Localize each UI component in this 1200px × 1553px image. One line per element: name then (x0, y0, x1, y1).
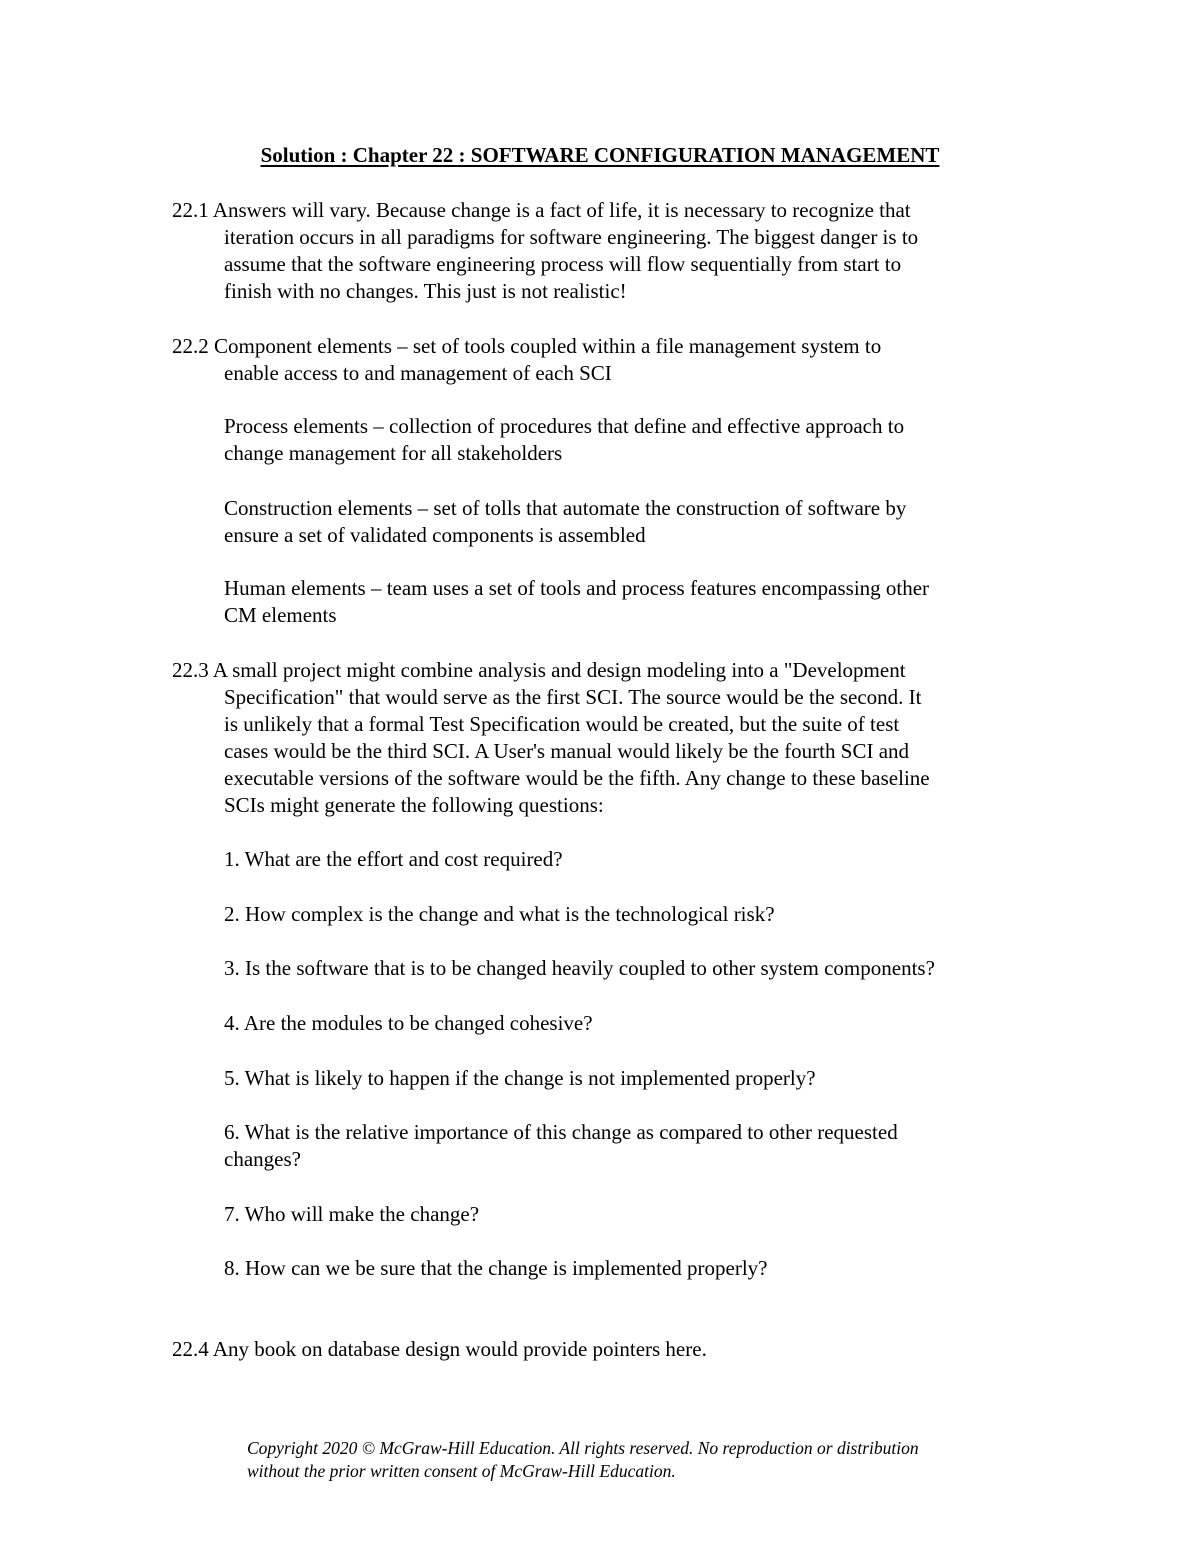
section-22-1 (172, 197, 911, 224)
section-22-1-continuation (224, 224, 918, 305)
question-6: 6. What is the relative importance of this change as compared to other requested changes? (224, 1120, 898, 1171)
question-4: 4. Are the modules to be changed cohesive? (224, 1011, 593, 1035)
section-22-2 (172, 333, 881, 360)
human-elements: Human elements – team uses a set of tools and process features encompassing other CM elements (224, 576, 930, 627)
section-22-3-continuation: Specification" that would serve as the first SCI. The source would be the second. It is unlikely that a formal Test Specification would be created, but the suite of test cases would be the third SCI. A User's manual would likely be the fourth SCI and executable versions of the software would be the fifth. Any change to these baseline SCIs might generate the following questions: (224, 685, 930, 817)
section-22-3-line-1: 22.3 A small project might combine analysis and design modeling into a "Development (172, 658, 906, 682)
page-title: Solution : Chapter 22 : SOFTWARE CONFIGURATION MANAGEMENT (260, 143, 940, 167)
section-number: 22.1 (172, 198, 209, 222)
section-22-2-line-1: 22.2 Component elements – set of tools coupled within a file management system to (172, 334, 882, 358)
section-number: 22.2 (172, 334, 209, 358)
component-elements-continuation: enable access to and management of each SCI (224, 361, 612, 385)
construction-elements: Construction elements – set of tolls that automate the construction of software by ensure a set of validated components is assembled (224, 496, 907, 547)
section-22-1-line-3: assume that the software engineering process will flow sequentially from start to (224, 252, 902, 276)
process-elements: Process elements – collection of procedures that define and effective approach to change management for all stakeholders (224, 414, 905, 465)
copyright-footer: Copyright 2020 © McGraw-Hill Education. All rights reserved. No reproduction or distribution without the prior written consent of McGraw-Hill Education. (247, 1438, 919, 1481)
question-2: 2. How complex is the change and what is the technological risk? (224, 902, 775, 926)
question-1: 1. What are the effort and cost required? (224, 847, 563, 871)
question-8: 8. How can we be sure that the change is implemented properly? (224, 1256, 768, 1280)
section-number: 22.3 (172, 658, 209, 682)
section-number: 22.4 (172, 1337, 209, 1361)
section-22-3 (172, 657, 906, 684)
question-7: 7. Who will make the change? (224, 1202, 480, 1226)
section-22-1-line-1: 22.1 Answers will vary. Because change is a fact of life, it is necessary to recognize that (172, 198, 911, 222)
section-22-1-line-4: finish with no changes. This just is not realistic! (224, 279, 627, 303)
section-22-1-line-2: iteration occurs in all paradigms for software engineering. The biggest danger is to (224, 225, 919, 249)
section-22-4: 22.4 Any book on database design would provide pointers here. (172, 1337, 707, 1361)
question-3: 3. Is the software that is to be changed heavily coupled to other system components? (224, 956, 935, 980)
question-5: 5. What is likely to happen if the change is not implemented properly? (224, 1066, 816, 1090)
